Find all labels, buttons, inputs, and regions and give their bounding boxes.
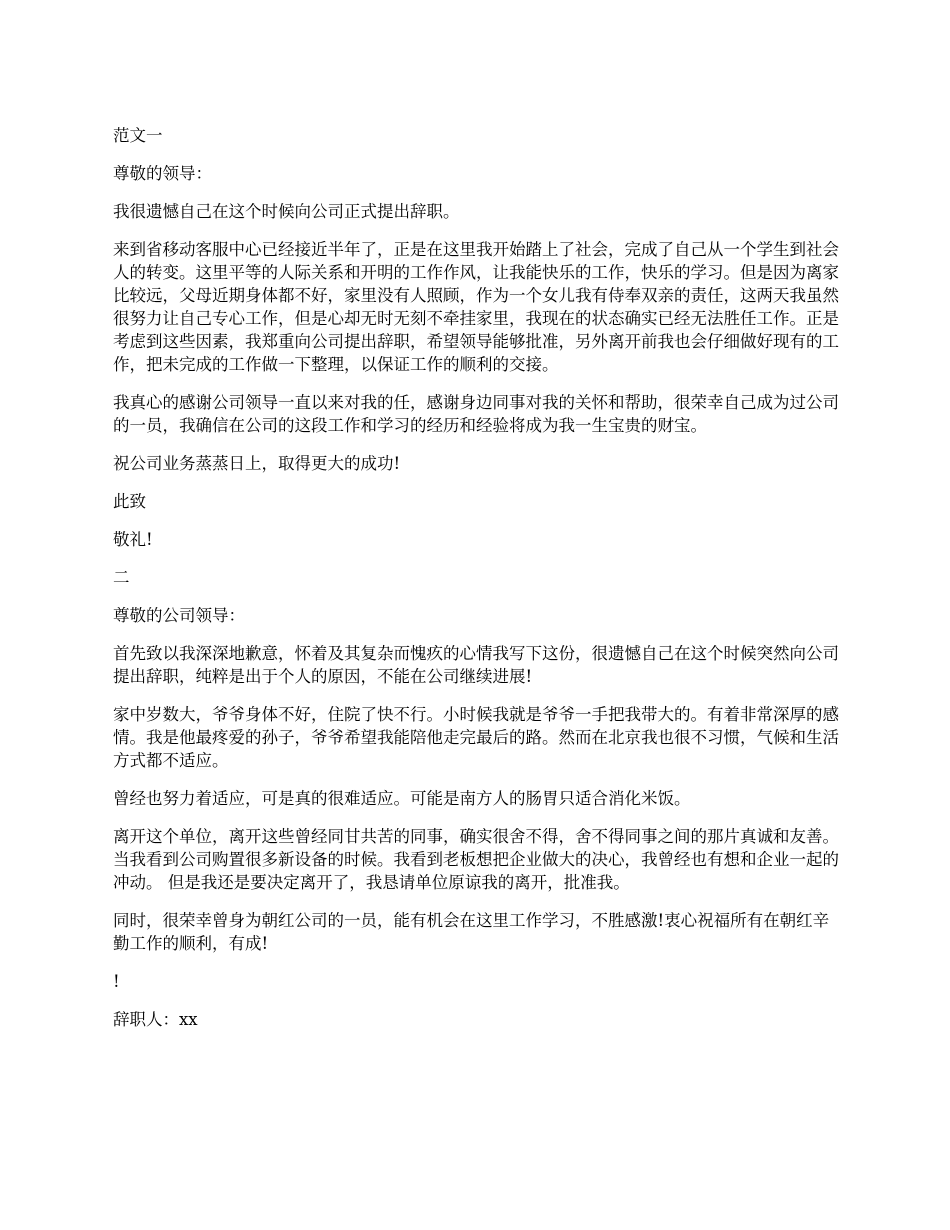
closing-line: 此致 xyxy=(113,492,146,511)
salutation: 尊敬的领导： xyxy=(113,164,212,183)
salutation: 尊敬的公司领导： xyxy=(113,606,245,625)
closing-line: 敬礼! xyxy=(113,530,153,549)
paragraph: 祝公司业务蒸蒸日上，取得更大的成功! xyxy=(113,454,401,473)
paragraph: 我很遗憾自己在这个时候向公司正式提出辞职。 xyxy=(113,202,460,221)
paragraph: 同时，很荣幸曾身为朝红公司的一员，能有机会在这里工作学习，不胜感激!衷心祝福所有在朝红辛勤工作的顺利，有成! xyxy=(113,911,830,953)
signature-line: 辞职人：xx xyxy=(113,1010,198,1029)
paragraph: 离开这个单位，离开这些曾经同甘共苦的同事，确实很舍不得，舍不得同事之间的那片真诚和友善。当我看到公司购置很多新设备的时候。我看到老板想把企业做大的决心，我曾经也有想和企业一起的冲动。 但是我还是要决定离开了，我恳请单位原谅我的离开，批准我。 xyxy=(113,827,839,892)
paragraph: 来到省移动客服中心已经接近半年了，正是在这里我开始踏上了社会，完成了自己从一个学生到社会人的转变。这里平等的人际关系和开明的工作作风，让我能快乐的工作，快乐的学习。但是因为离家比较远，父母近期身体都不好，家里没有人照顾，作为一个女儿我有侍奉双亲的责任，这两天我虽然很努力让自己专心工作，但是心却无时无刻不牵挂家里，我现在的状态确实已经无法胜任工作。正是考虑到这些因素，我郑重向公司提出辞职，希望领导能够批准，另外离开前我也会仔细做好现有的工作，把未完成的工作做一下整理，以保证工作的顺利的交接。 xyxy=(113,240,839,374)
paragraph: 首先致以我深深地歉意，怀着及其复杂而愧疚的心情我写下这份，很遗憾自己在这个时候突然向公司提出辞职，纯粹是出于个人的原因，不能在公司继续进展! xyxy=(113,644,839,686)
paragraph: 曾经也努力着适应，可是真的很难适应。可能是南方人的肠胃只适合消化米饭。 xyxy=(113,789,691,808)
paragraph: 我真心的感谢公司领导一直以来对我的任，感谢身边同事对我的关怀和帮助，很荣幸自己成为过公司的一员，我确信在公司的这段工作和学习的经历和经验将成为我一生宝贵的财宝。 xyxy=(113,393,839,435)
paragraph: ! xyxy=(113,972,120,991)
paragraph: 家中岁数大，爷爷身体不好，住院了快不行。小时候我就是爷爷一手把我带大的。有着非常深厚的感情。我是他最疼爱的孙子，爷爷希望我能陪他走完最后的路。然而在北京我也很不习惯，气候和生活方式都不适应。 xyxy=(113,705,839,770)
document-body xyxy=(113,124,843,1046)
heading-sample-two: 二 xyxy=(113,568,130,587)
heading-sample-one: 范文一 xyxy=(113,126,163,145)
